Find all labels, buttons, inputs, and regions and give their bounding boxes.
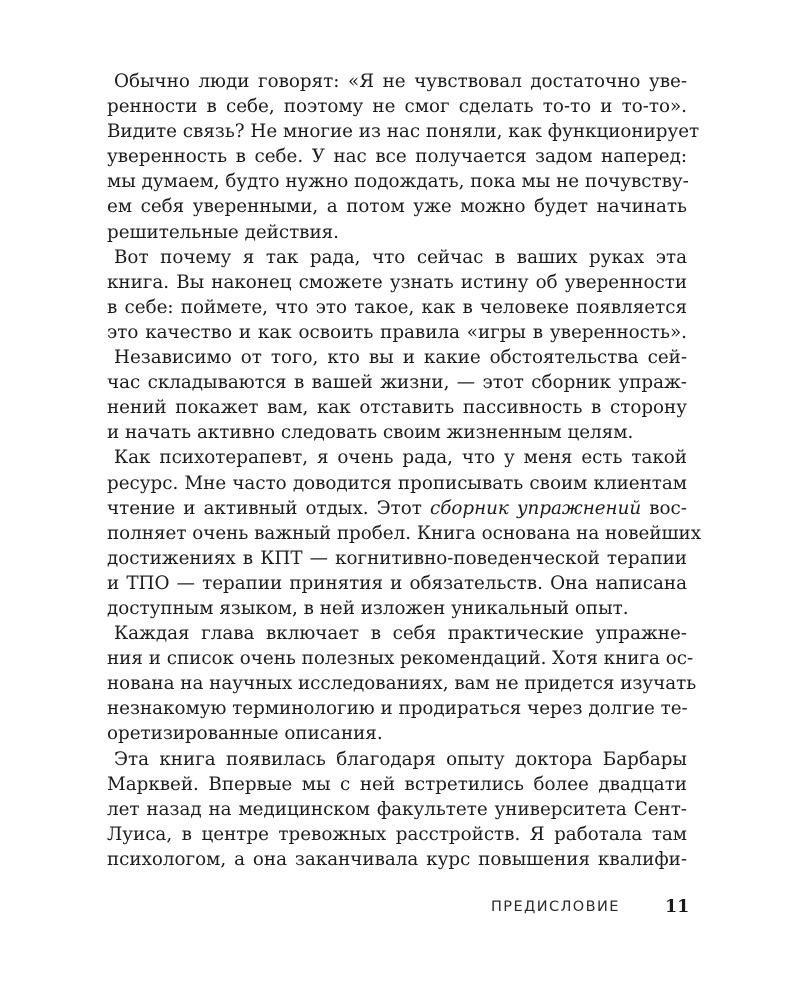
text-line: это качество и как освоить правила «игры в уверенность».	[107, 321, 687, 343]
paragraph-5	[107, 621, 697, 746]
page-footer	[0, 895, 800, 919]
text-line: книга. Вы наконец сможете узнать истину об уверенности	[107, 271, 687, 293]
text-line: час складываются в вашей жизни, — этот сборник упраж-	[107, 372, 687, 394]
text-line: ем себя уверенными, а потом уже можно будет начинать	[107, 196, 687, 218]
text-line: решительные действия.	[107, 221, 339, 243]
text-line: и начать активно следовать своим жизненным целям.	[107, 422, 634, 444]
text-line: нована на научных исследованиях, вам не придется изучать	[107, 673, 697, 695]
body-text	[107, 69, 702, 872]
text-line: Каждая глава включает в себя практические упражне-	[114, 623, 687, 645]
text-line: Обычно люди говорят: «Я не чувствовал достаточно уве-	[114, 71, 687, 92]
italic-line-pre: чтение и активный отдых. Этот	[107, 497, 430, 519]
text-line: достижениях в КПТ — когнитивно-поведенческой терапии	[107, 547, 687, 569]
italic-line-post: вос-	[641, 497, 687, 519]
italic-phrase: сборник упражнений	[430, 497, 642, 519]
paragraph-2	[107, 245, 687, 345]
text-line-with-italic	[107, 496, 687, 521]
text-line: оретизированные описания.	[107, 723, 383, 745]
paragraph-4	[107, 445, 702, 621]
text-line: Марквей. Впервые мы с ней встретились более двадцати	[107, 773, 687, 795]
text-line: Независимо от того, кто вы и какие обстоятельства сей-	[114, 347, 687, 369]
text-line: лет назад на медицинском факультете университета Сент-	[107, 798, 687, 820]
text-line: психологом, а она заканчивала курс повышения квалифи-	[107, 848, 687, 870]
text-line: доступным языком, в ней изложен уникальный опыт.	[107, 597, 629, 619]
text-line: мы думаем, будто нужно подождать, пока мы не почувству-	[107, 171, 689, 193]
text-line: Вот почему я так рада, что сейчас в ваших руках эта	[114, 246, 687, 268]
paragraph-3	[107, 345, 687, 445]
paragraph-1	[107, 69, 700, 245]
text-line: незнакомую терминологию и продираться через долгие те-	[107, 698, 688, 720]
text-line: Луиса, в центре тревожных расстройств. Я работала там	[107, 823, 687, 845]
text-line: нений покажет вам, как отставить пассивность в сторону	[107, 397, 687, 419]
text-line: уверенность в себе. У нас все получается задом наперед:	[107, 146, 687, 168]
text-line: полняет очень важный пробел. Книга основана на новейших	[107, 522, 702, 544]
text-line: в себе: поймете, что это такое, как в человеке появляется	[107, 296, 687, 318]
text-line: ния и список очень полезных рекомендаций. Хотя книга ос-	[107, 648, 694, 670]
text-line: ренности в себе, поэтому не смог сделать то-то и то-то».	[107, 96, 687, 118]
text-line: Видите связь? Не многие из нас поняли, как функционирует	[107, 121, 700, 143]
paragraph-6	[107, 747, 687, 872]
text-line: Как психотерапевт, я очень рада, что у меня есть такой	[114, 447, 687, 469]
page-number: 11	[665, 897, 690, 917]
text-line: ресурс. Мне часто доводится прописывать своим клиентам	[107, 472, 687, 494]
text-line: Эта книга появилась благодаря опыту доктора Барбары	[114, 748, 687, 770]
running-head: ПРЕДИСЛОВИЕ	[491, 899, 620, 915]
text-line: и ТПО — терапии принятия и обязательств. Она написана	[107, 572, 687, 594]
